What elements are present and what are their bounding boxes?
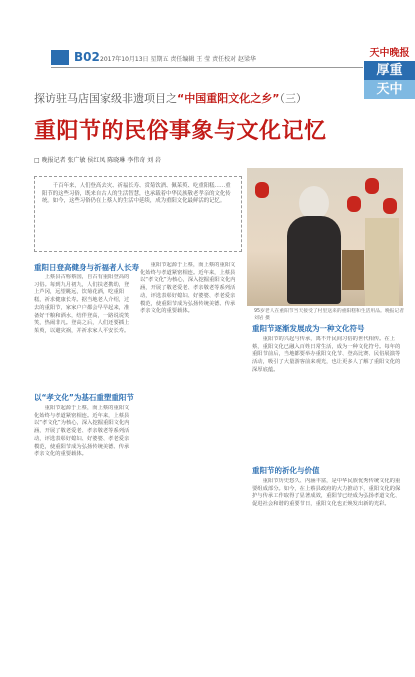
kicker-prefix: 探访驻马店国家级非遗项目之 <box>34 92 177 105</box>
series-kicker <box>34 90 307 106</box>
kicker-highlight: “中国重阳文化之乡” <box>177 92 280 105</box>
middle-column-body <box>140 262 240 667</box>
page-header <box>0 0 415 97</box>
bonsai-shape <box>365 218 399 306</box>
section-4-body <box>252 478 404 667</box>
issue-meta: 2017年10月13日 星期五 责任编辑 王 莹 责任校对 赵梁华 <box>100 56 256 63</box>
article-title: 重阳节的民俗事象与文化记忆 <box>34 118 327 144</box>
elder-body-shape <box>287 216 341 304</box>
lantern-shape <box>347 196 361 212</box>
section-heading-1: 重阳日登高健身与祈福者人长寿 <box>34 263 139 272</box>
paper-name: 天中晚报 <box>364 47 415 61</box>
section-1-body <box>34 274 134 386</box>
section-name-line1: 厚重 <box>364 61 415 80</box>
section-2-text: 重阳节起源于上蔡，而上蔡的重阳文化始终与孝道紧密相连。近年来，上蔡县以“孝文化”为核心，深入挖掘重阳文化内涵，开展了敬老爱老、孝亲敬老等系列活动，评选表彰好媳妇、好婆婆、孝老爱亲模范，使重阳节成为弘扬传统美德、传承孝亲文化的重要载体。 <box>34 405 130 458</box>
section-heading-2: 以“孝文化”为基石重塑重阳节 <box>34 393 134 402</box>
lead-text: 千百年来，人们登高去灾、祈福长寿、赏菊饮酒、佩茱萸、吃重阳糕……重阳节的这些习俗，既来自古人的生活智慧，也承载着中华民族敬老孝亲的文化传统。如今，这些习俗仍在上蔡人的生活中延续，成为重阳文化最鲜活的记忆。 <box>42 183 231 204</box>
lead-box <box>34 176 242 252</box>
elder-head-shape <box>299 186 329 220</box>
article-photo <box>247 168 403 306</box>
page-number: B02 <box>74 50 100 64</box>
lantern-shape <box>365 178 379 194</box>
section-heading-4: 重阳节的祈化与价值 <box>252 466 320 475</box>
section-4-text: 重阳节历史悠久、内涵丰富，是中华民族优秀传统文化的重要组成部分。如今，在上蔡县政府的大力推动下，重阳文化的保护与传承工作取得了显著成效，重阳节已经成为弘扬孝道文化、促进社会和谐的重要节日，重阳文化也正焕发出新的光彩。 <box>252 478 401 508</box>
middle-column-text: 重阳节起源于上蔡，而上蔡的重阳文化始终与孝道紧密相连。近年来，上蔡县以“孝文化”为核心，深入挖掘重阳文化内涵，开展了敬老爱老、孝亲敬老等系列活动，评选表彰好媳妇、好婆婆、孝老爱亲模范，使重阳节成为弘扬传统美德、传承孝亲文化的重要载体。 <box>140 262 236 315</box>
kicker-suffix: （三） <box>279 92 307 105</box>
photo-caption: 95岁老人在重阳节当天接受了村里送来的重阳糕和生活用品。晚报记者 刘岩 摄 <box>254 309 405 321</box>
header-rule <box>51 67 363 68</box>
pot-shape <box>342 250 364 290</box>
section-name-line2: 天中 <box>364 80 415 99</box>
section-2-body <box>34 405 134 667</box>
page-number-marker <box>51 50 69 65</box>
section-1-text: 上蔡县古称蔡国，自古有重阳登高的习俗。每到九月初九，人们扶老携幼，登上芦冈，远望眺远，饮菊花酒，吃重阳糕，祈求健康长寿。据当地老人介绍，过去的重阳节，家家户户都会早早起来，准备好干粮和酒水，结伴登高，一路说说笑笑，热闹非凡。登高之后，人们还要插上茱萸，以避灾祸，并祈求家人平安长寿。 <box>34 274 130 334</box>
lantern-shape <box>255 182 269 198</box>
byline: □ 晚报记者 张广敏 侯红凤 陈晓琳 李伟奇 刘 岩 <box>34 157 162 164</box>
section-logo <box>364 47 415 99</box>
section-heading-3: 重阳节逐渐发展成为一种文化符号 <box>252 324 365 333</box>
section-3-text: 重阳节的兴起与传承，离不开民间习俗的世代相传。在上蔡，重阳文化已融入百姓日常生活，成为一种文化符号。每年的重阳节前后，当地都要举办重阳文化节、登高比赛、民俗展演等活动，吸引了大量游客前来观光，也让更多人了解了重阳文化的深厚底蕴。 <box>252 336 401 373</box>
lantern-shape <box>383 198 397 214</box>
section-3-body <box>252 336 404 459</box>
